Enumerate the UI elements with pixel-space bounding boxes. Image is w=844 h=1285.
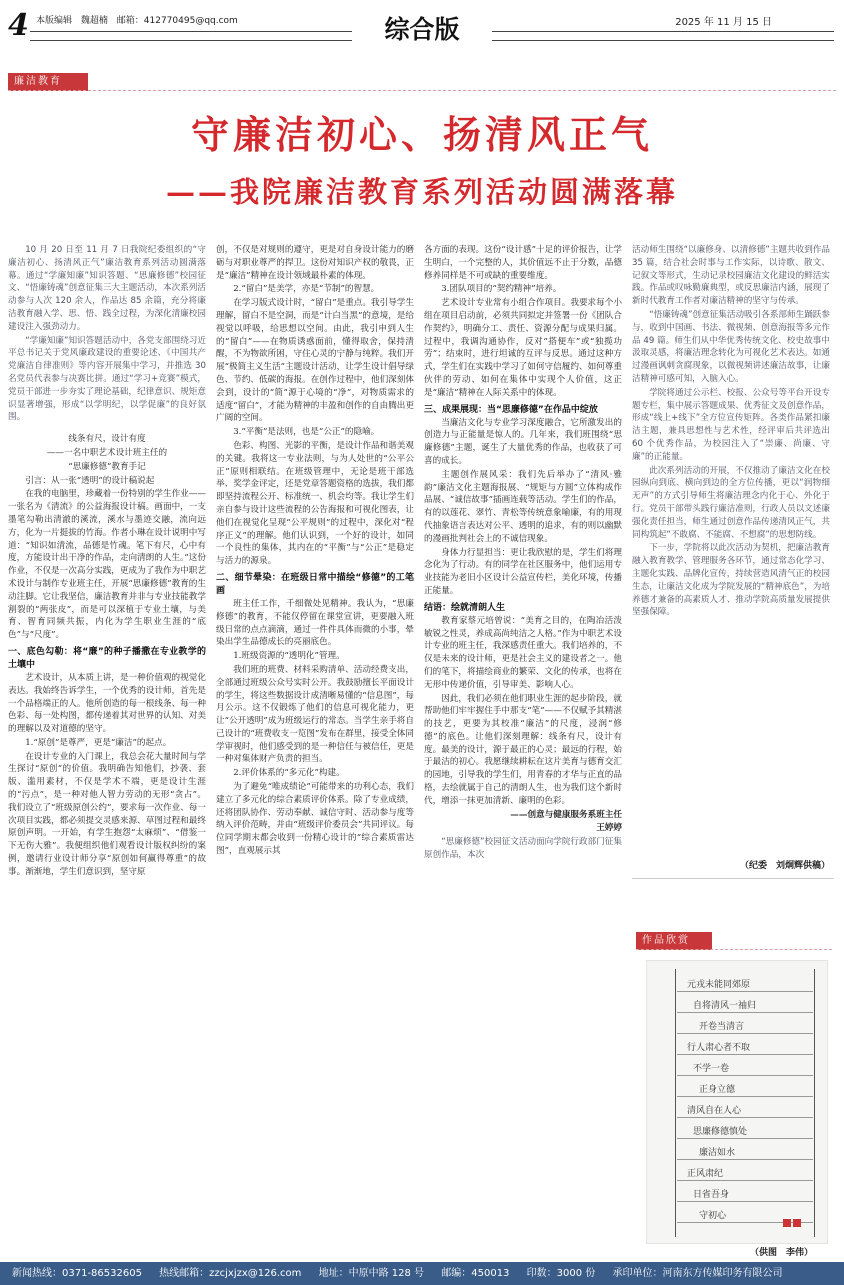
artwork-text-line: 思廉修德慎处 <box>693 1127 748 1137</box>
paragraph: “悟廉铸魂”创意征集活动吸引各系部师生踊跃参与，收到中国画、书法、微视频、创意海报等多元作品 49 篇。师生们从中华优秀传统文化、校史故事中汲取灵感，将廉洁理念转化为可视化艺术表达。如通过漫画讽刺贪腐现象，以微视频讲述廉洁故事，让廉洁精神可感可知，入脑入心。 <box>632 309 830 384</box>
artwork-text-line: 守初心 <box>699 1211 727 1221</box>
artwork-text-line: 行人肃心者不取 <box>687 1043 751 1053</box>
paragraph: 教育家蔡元培曾说：“美育之目的，在陶冶活泼敏锐之性灵，养成高尚纯洁之人格。”作为中职艺术设计专业的班主任，我深感责任重大。我们培养的，不仅是未来的设计师，更是社会主义的建设者之一。他们的笔下，将描绘商业的繁荣、文化的传承，也将在无形中传递价值，引导审美、影响人心。 <box>424 615 622 690</box>
paragraph: 因此，我们必须在他们职业生涯的起步阶段，就帮助他们牢牢握住手中那支“笔”——不仅赋予其精湛的技艺，更要为其校准“廉洁”的尺度，浸润“修德”的底色。让他们深刻理解：线条有尺，设计有度。最美的设计，源于最正的心灵；最远的行程，始于最洁的初心。我愿继续耕耘在这片美育与德育交汇的园地，引导我的学生们，用青春的才华与正直的品格，去绘就属于自己的清朗人生，也为我们这个新时代，增添一抹更加清新、廉明的色彩。 <box>424 693 622 806</box>
essay-title: 线条有尺，设计有度 <box>68 434 146 445</box>
edition-name: 综合版 <box>352 10 492 44</box>
photo-credit: （供图 李伟） <box>750 1248 814 1258</box>
artwork-text-line: 正风肃纪 <box>687 1169 724 1179</box>
issue-date: 2025 年 11 月 15 日 <box>675 17 772 28</box>
section-heading: 结语：绘就清朗人生 <box>424 602 506 613</box>
postcode: 邮编：450013 <box>441 1268 510 1279</box>
paragraph: 2.“留白”是美学，亦是“节制”的智慧。 <box>233 284 380 295</box>
artwork-text-line: 日省吾身 <box>693 1190 730 1200</box>
editor-email: 邮箱：412770495@qq.com <box>116 16 238 26</box>
article-column-3 <box>424 244 622 1244</box>
print-run: 印数：3000 份 <box>526 1268 596 1279</box>
paragraph: 下一步，学院将以此次活动为契机，把廉洁教育融入教育教学、管理服务各环节，通过常态化学习、主题化实践、品牌化宣传，持续营造风清气正的校园生态，让廉洁文化成为学院发展的“精神底色”，为培养德才兼备的高素质人才、推动学院高质量发展提供坚强保障。 <box>632 543 830 618</box>
author-name: 王婷婷 <box>596 823 622 834</box>
paragraph: 主题创作展风采：我们先后举办了“清风·雅韵”廉洁文化主题海报展、“规矩与方圆”立体构成作品展、“诚信故事”插画连载等活动。学生们的作品，有的以莲花、翠竹、青松等传统意象喻廉，有的用现代抽象语言表达对公平、透明的追求，有的则以幽默的漫画批判社会上的不诚信现象。 <box>424 469 622 544</box>
paragraph: 在学习版式设计时，“留白”是重点。我引导学生理解，留白不是空洞，而是“计白当黑”的意境，是给视觉以呼吸，给思想以空间。由此，我引申到人生的“留白”——在物质诱惑面前，懂得取舍，保持清醒，不为物欲所困，守住心灵的宁静与纯粹。我们开展“极简主义生活”主题设计活动，让学生设计倡导绿色、节约、低碳的海报。在创作过程中，他们深刻体会到，设计的“简”源于心境的“净”，对物质需求的适度“留白”，才能为精神的丰盈和创作的自由腾出更广阔的空间。 <box>216 298 414 424</box>
paragraph: 当廉洁文化与专业学习深度融合，它所激发出的创造力与正能量是惊人的。几年来，我们班围绕“思廉修德”主题，诞生了大量优秀的作品，也收获了可喜的成长。 <box>424 417 622 466</box>
paragraph: 活动师生围绕“以廉修身、以清修德”主题共收到作品 35 篇，结合社会时事与工作实际，以诗歌、散文、记叙文等形式，生动记录校园廉洁文化建设的鲜活实践。作品或叹咏勤廉典型，或反思廉洁内涵，展现了新时代教育工作者对廉洁精神的坚守与传承。 <box>632 245 830 307</box>
paragraph: 此次系列活动的开展，不仅推动了廉洁文化在校园纵向到底、横向到边的全方位传播，更以“润物细无声”的方式引导师生将廉洁理念内化于心、外化于行。党员干部带头践行廉洁准则，行政人员以文述廉强化责任担当，师生通过创意作品传递清风正气，共同构筑起“不敢腐、不能腐、不想腐”的思想防线。 <box>632 465 830 540</box>
section-heading: 一、底色勾勒：将“廉”的种子播撒在专业教学的土壤中 <box>8 646 206 670</box>
artwork-text-line: 清风自在人心 <box>687 1106 742 1116</box>
article-subtitle: ——我院廉洁教育系列活动圆满落幕 <box>165 175 678 209</box>
hotline-email: 热线邮箱：zzcjxjzx@126.com <box>159 1268 302 1279</box>
editor-name: 魏超楠 <box>80 16 108 26</box>
artwork-text-line: 廉洁如水 <box>699 1148 736 1158</box>
paragraph: “学廉知廉”知识答题活动中，各党支部围绕习近平总书记关于党风廉政建设的重要论述、《中国共产党廉洁自律准则》等内容开展集中学习，并推选 30 名党员代表参与决赛比拼。通过“学习+竞赛”模式，党员干部进一步夯实了理论基础，纪律意识、规矩意识显著增强，形成“以学明纪，以学促廉”的良好氛围。 <box>8 335 206 423</box>
artwork-text-line: 正身立德 <box>699 1085 736 1095</box>
paragraph: 艺术设计专业常有小组合作项目。我要求每个小组在项目启动前，必须共同拟定并签署一份《团队合作契约》，明确分工、责任、资源分配与成果归属。过程中，我调沟通协作，反对“搭便车”或“独揽功劳”；结束时，进行坦诚的互评与反思。通过这种方式，学生们在实践中学习了如何守信履约、如何尊重伙伴的劳动、如何在集体中实现个人价值，这正是“廉洁”精神在人际关系中的体现。 <box>424 298 622 398</box>
paragraph: 3.“平衡”是法则，也是“公正”的隐喻。 <box>233 427 380 438</box>
artwork-rule <box>677 1075 813 1076</box>
artwork-rule <box>677 1054 813 1055</box>
column-tag-rule <box>8 90 836 91</box>
artwork-rule <box>677 1138 813 1139</box>
artwork-rule <box>677 1117 813 1118</box>
paragraph: 创，不仅是对规则的遵守，更是对自身设计能力的磨砺与对职业尊严的捍卫。这份对知识产权的敬畏，正是“廉洁”精神在设计领域最朴素的体现。 <box>216 245 414 281</box>
news-hotline: 新闻热线：0371-86532605 <box>12 1268 142 1279</box>
page-number: 4 <box>8 8 29 43</box>
paragraph: 各方面的表现。这份“设计感”十足的评价报告，让学生明白，一个完整的人，其价值远不止于分数，品德修养同样是不可或缺的重要维度。 <box>424 245 622 281</box>
seal-stamp-icon <box>793 1219 801 1227</box>
paragraph: “思廉修德”校园征文活动面向学院行政部门征集原创作品，本次 <box>424 837 622 861</box>
editor-label: 本版编辑 <box>36 16 73 26</box>
paragraph: 1.班级资源的“透明化”管理。 <box>233 651 345 662</box>
address: 地址：中原中路 128 号 <box>318 1268 425 1279</box>
paragraph: 在设计专业的入门课上，我总会花大量时间与学生探讨“原创”的价值。我明确告知他们，抄袭、套版、滥用素材，不仅是学术不端，更是设计生涯的“污点”，是一种对他人智力劳动的无形“贪占”。我们设立了“班级原创公约”，要求每一次作业、每一次项目实践，都必须提交灵感来源、草图过程和最终原创声明。一开始，有学生抱怨“太麻烦”、“借鉴一下无伤大雅”。我便组织他们观看设计版权纠纷的案例，邀请行业设计师分享“原创如何赢得尊重”的故事。渐渐地，学生们意识到，坚守原 <box>8 751 206 877</box>
essay-subtitle: ——一名中职艺术设计班主任的 <box>46 447 168 458</box>
artwork-section-tag: 作品欣赏 <box>636 932 712 950</box>
artwork-rule <box>677 991 813 992</box>
artwork-text-line: 自将清风一袖归 <box>693 1001 757 1011</box>
paragraph: 学院将通过公示栏、校报、公众号等平台开设专题专栏，集中展示答题成果、优秀征文及创意作品，形成“线上+线下”全方位宣传矩阵。各类作品紧扣廉洁主题，兼具思想性与艺术性，经评审后共评选出 60 个优秀作品，为校园注入了“崇廉、尚廉、守廉”的正能量。 <box>632 387 830 462</box>
paragraph: 艺术设计，从本质上讲，是一种价值观的视觉化表达。我始终告诉学生，一个优秀的设计师，首先是一个品格端正的人。他所创造的每一根线条、每一种色彩、每一处构图，都传递着其对世界的认知、对美的理解以及对道德的坚守。 <box>8 672 206 735</box>
artwork-rule <box>677 1159 813 1160</box>
paragraph: 10 月 20 日至 11 月 7 日我院纪委组织的“守廉洁初心、扬清风正气”廉洁教育系列活动圆满落幕。通过“学廉知廉”知识答题、“思廉修德”校园征文、“悟廉铸魂”创意征集三大主题活动，本次系列活动参与人次 120 余人，作品达 85 余篇，充分将廉洁教育融入学、思、悟、践全过程，为深化清廉校园建设注入强劲动力。 <box>8 245 206 332</box>
artwork-text-line: 不学一卷 <box>693 1064 730 1074</box>
artwork-section-rule <box>636 949 832 950</box>
divider <box>632 878 834 879</box>
paragraph: 班主任工作，千细微处见精神。我认为，“思廉修德”的教育，不能仅停留在课堂宣讲，更要融入班级日常的点点滴滴，通过一件件具体而微的小事，晕染出学生品德成长的亮丽底色。 <box>216 598 414 648</box>
editor-info <box>36 13 244 26</box>
paragraph: 在我的电脑里，珍藏着一份特别的学生作业——一张名为《清流》的公益海报设计稿。画面中，一支墨笔勾勒出清澈的溪流，溪水与墨迹交融，流向远方，化为一片挺拔的竹海。作者小琳在设计说明中写道：“知识如清流，品德是竹魂。笔下有尺，心中有度，方能设计出干净的作品，走向清朗的人生。”这份作业，不仅是一次高分实践，更成为了我作为中职艺术设计与制作专业班主任，开展“思廉修德”教育的生动注脚。它让我坚信，廉洁教育并非与专业技能教学割裂的“两张皮”，而是可以深植于专业土壤，与美育、智育同频共振，内化为学生职业生涯的“底色”与“尺度”。 <box>8 489 206 641</box>
article-column-2 <box>216 244 414 1244</box>
printer: 承印单位：河南东方传媒印务有限公司 <box>612 1268 783 1279</box>
artwork-text-line: 开卷当清言 <box>699 1022 745 1032</box>
artwork-rule <box>677 1180 813 1181</box>
paragraph: 1.“原创”是尊严，更是“廉洁”的起点。 <box>25 737 172 748</box>
column-tag: 廉洁教育 <box>8 73 88 91</box>
seal-stamp-icon <box>783 1219 791 1227</box>
paragraph: 身体力行显担当：更让我欣慰的是，学生们将理念化为了行动。有的同学在社区服务中，他们运用专业技能为老旧小区设计公益宣传栏，美化环境，传播正能量。 <box>424 547 622 596</box>
artwork-rule <box>677 1201 813 1202</box>
artwork-rule <box>677 1012 813 1013</box>
artwork-text-line: 元戎未能同郊原 <box>687 980 751 990</box>
section-heading: 二、细节晕染：在班级日常中描绘“修德”的工笔画 <box>216 572 414 596</box>
paragraph: 色彩、构图、光影的平衡，是设计作品和谐美观的关键。我将这一专业法则，与为人处世的“公平公正”原则相联结。在班级管理中，无论是班干部选举、奖学金评定，还是党章答题资格的选拔，我们都即坚持流程公开、标准统一、机会均等。我让学生们亲自参与设计这些流程的公告海报和可视化图表，让他们在视觉化呈现“公平规则”的过程中，深化对“程序正义”的理解。他们认识到，一个好的设计，如同一个良性的集体，其内在的“平衡”与“公正”是稳定与活力的源泉。 <box>216 440 414 567</box>
artwork-rule <box>677 1033 813 1034</box>
paragraph: 为了避免“唯成绩论”可能带来的功利心态，我们建立了多元化的综合素质评价体系。除了专业成绩，还将团队协作、劳动奉献、诚信守时、活动参与度等纳入评价范畴，并由“班级评价委员会”共同评议。每位同学期末都会收到一份精心设计的“综合素质雷达图”，直观展示其 <box>216 782 414 857</box>
footer-bar <box>0 1262 844 1285</box>
essay-intro: 引言：从一张“透明”的设计稿说起 <box>25 475 155 486</box>
article-column-1 <box>8 244 206 1244</box>
author-signoff: ——创意与健康服务系班主任 <box>510 809 622 820</box>
article-credit: （纪委 刘炯辉供稿） <box>739 861 830 871</box>
masthead <box>0 0 844 52</box>
section-heading: 三、成果展现：当“思廉修德”在作品中绽放 <box>424 404 598 415</box>
paragraph: 我们班的班费、材料采购清单、活动经费支出，全部通过班级公众号实时公开。我鼓励擅长平面设计的学生，将这些数据设计成清晰易懂的“信息图”，每月公示。这不仅锻炼了他们的信息可视化能力，更让“公开透明”成为班级运行的常态。当学生亲手将自己设计的“班费收支一览图”发布在群里，接受全体同学审视时，他们感受到的是一种信任与被信任，更是一种对集体财产负责的担当。 <box>216 664 414 765</box>
artwork-rule <box>677 1096 813 1097</box>
essay-subtitle: “思廉修德”教育手记 <box>68 461 146 472</box>
article-title: 守廉洁初心、扬清风正气 <box>190 112 653 157</box>
paragraph: 3.团队项目的“契约精神”培养。 <box>441 284 562 295</box>
paragraph: 2.评价体系的“多元化”构建。 <box>233 768 345 779</box>
calligraphy-artwork <box>646 960 828 1244</box>
article-column-4 <box>632 244 830 834</box>
